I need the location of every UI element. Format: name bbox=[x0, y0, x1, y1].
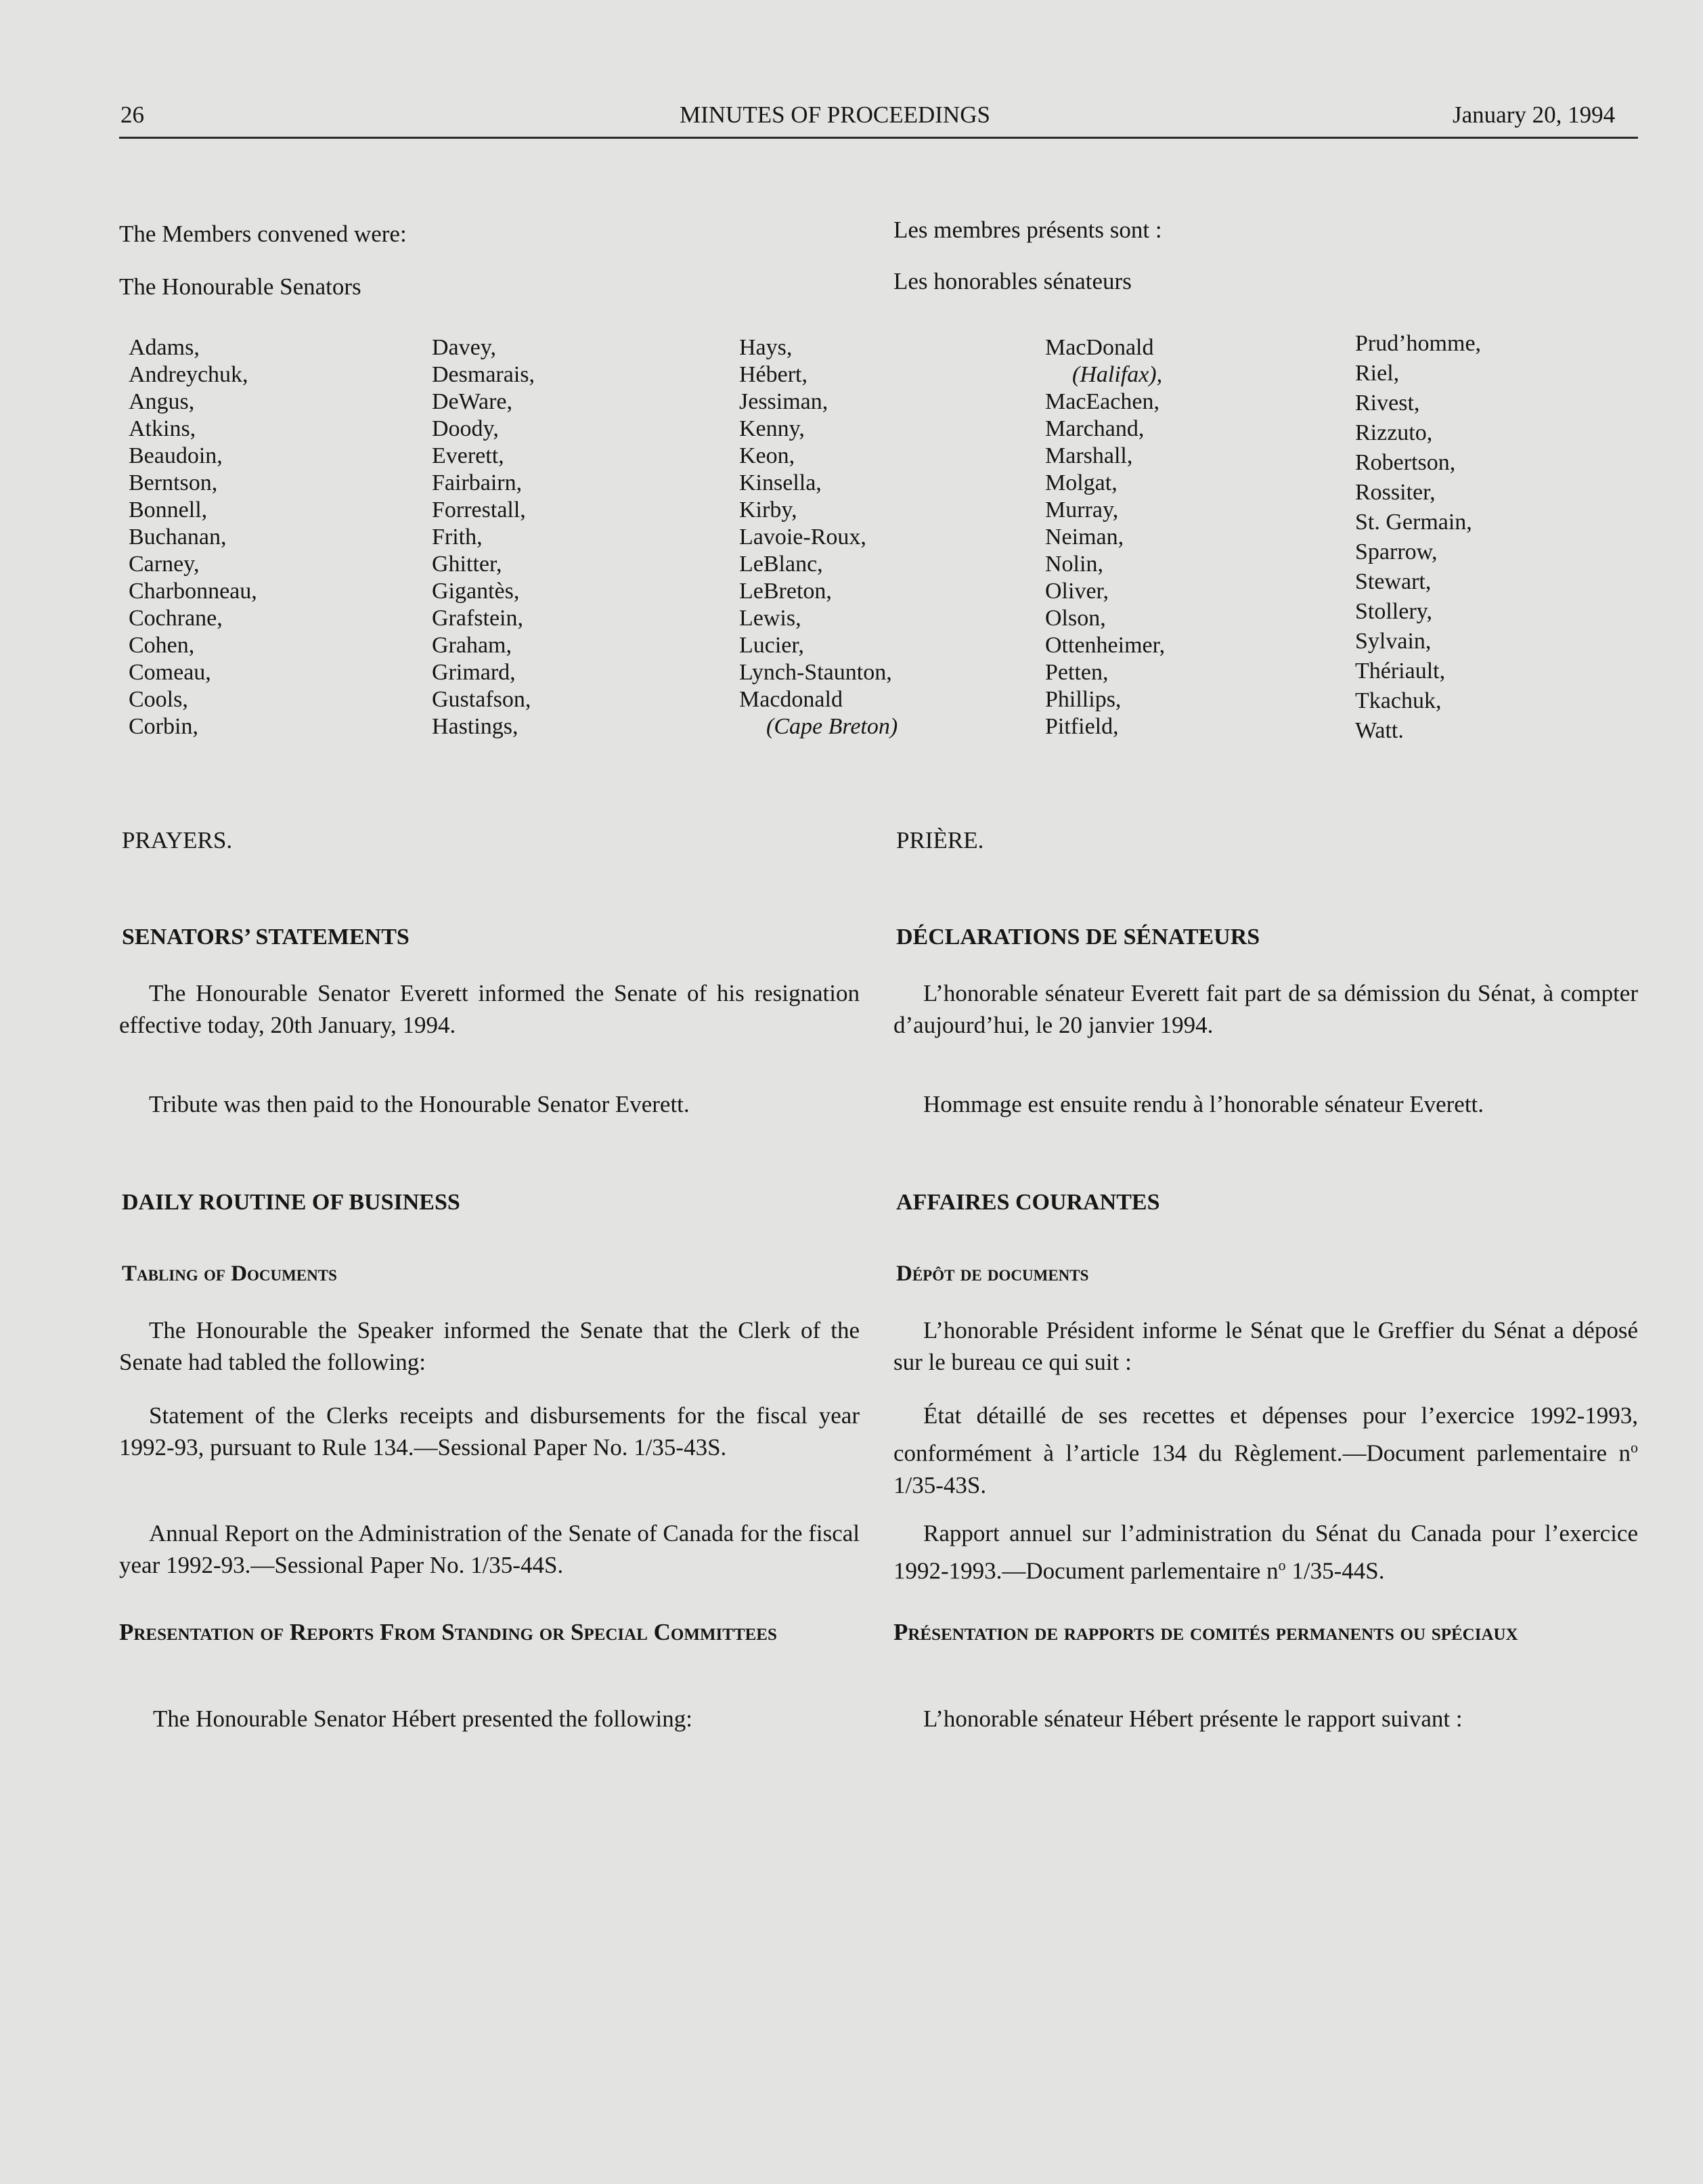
senator-name: Corbin, bbox=[129, 714, 198, 739]
section-heading-routine-fr: AFFAIRES COURANTES bbox=[896, 1190, 1160, 1215]
senator-name: Lewis, bbox=[739, 606, 801, 631]
tribute-paragraph-en: Tribute was then paid to the Honourable Senator Everett. bbox=[149, 1091, 690, 1117]
section-heading-routine-en: DAILY ROUTINE OF BUSINESS bbox=[122, 1190, 460, 1215]
senator-name: Davey, bbox=[432, 335, 497, 360]
subheading-presentation-en: Presentation of Reports From Standing or Special Committees bbox=[119, 1619, 777, 1645]
senator-name: Frith, bbox=[432, 525, 483, 550]
senator-name: Macdonald bbox=[739, 687, 843, 712]
subheading-tabling-fr: Dépôt de documents bbox=[896, 1262, 1089, 1286]
senator-name: Comeau, bbox=[129, 660, 211, 685]
senator-name: Cohen, bbox=[129, 633, 195, 658]
senator-name: Kirby, bbox=[739, 497, 797, 522]
senator-name: Ghitter, bbox=[432, 552, 502, 577]
senator-name: Gustafson, bbox=[432, 687, 531, 712]
senator-name: Hays, bbox=[739, 335, 793, 360]
senator-name: Kinsella, bbox=[739, 470, 822, 495]
senator-name: Keon, bbox=[739, 443, 795, 468]
senator-names-column-1 bbox=[129, 334, 257, 740]
senator-name: Stollery, bbox=[1355, 599, 1432, 624]
senator-name: Molgat, bbox=[1045, 470, 1118, 495]
senator-name: Prud’homme, bbox=[1355, 331, 1482, 356]
senator-name: Marshall, bbox=[1045, 443, 1133, 468]
prayers-en: PRAYERS. bbox=[122, 827, 233, 853]
senator-name: Atkins, bbox=[129, 416, 196, 441]
senator-name: Berntson, bbox=[129, 470, 218, 495]
senator-name: St. Germain, bbox=[1355, 510, 1472, 535]
header-rule bbox=[119, 137, 1638, 139]
members-convened-en: The Members convened were: bbox=[119, 221, 407, 247]
senator-name: Desmarais, bbox=[432, 362, 535, 387]
senator-name: Beaudoin, bbox=[129, 443, 223, 468]
senator-name-qualifier: (Halifax), bbox=[1072, 362, 1163, 387]
senator-name: Kenny, bbox=[739, 416, 805, 441]
senator-name: MacEachen, bbox=[1045, 389, 1159, 414]
senator-name: Jessiman, bbox=[739, 389, 828, 414]
hebert-paragraph-fr: L’honorable sénateur Hébert présente le rapport suivant : bbox=[923, 1706, 1463, 1732]
senator-name: Oliver, bbox=[1045, 579, 1109, 604]
senator-name: Sparrow, bbox=[1355, 539, 1438, 564]
statement-paragraph-fr: L’honorable sénateur Everett fait part de sa démission du Sénat, à compter d’aujourd’hui, le 20 janvier 1994. bbox=[893, 980, 1638, 1038]
clerk-statement-paragraph-en: Statement of the Clerks receipts and disbursements for the fiscal year 1992-93, pursuant to Rule 134.—Sessional Paper No. 1/35-43S. bbox=[119, 1402, 860, 1461]
senator-name: Thériault, bbox=[1355, 659, 1446, 684]
senator-name: Ottenheimer, bbox=[1045, 633, 1166, 658]
senator-name: Gigantès, bbox=[432, 579, 520, 604]
senator-name: Angus, bbox=[129, 389, 195, 414]
senator-name: MacDonald bbox=[1045, 335, 1154, 360]
senator-name: Rizzuto, bbox=[1355, 420, 1433, 445]
tribute-paragraph-fr: Hommage est ensuite rendu à l’honorable sénateur Everett. bbox=[923, 1091, 1484, 1117]
members-convened-fr: Les membres présents sont : bbox=[893, 217, 1162, 243]
senator-name: Nolin, bbox=[1045, 552, 1103, 577]
running-title: MINUTES OF PROCEEDINGS bbox=[680, 102, 990, 128]
honourable-senators-en: The Honourable Senators bbox=[119, 273, 361, 300]
hebert-paragraph-en: The Honourable Senator Hébert presented the following: bbox=[153, 1706, 692, 1732]
senator-name: Murray, bbox=[1045, 497, 1119, 522]
senator-name: Graham, bbox=[432, 633, 512, 658]
subheading-tabling-en: Tabling of Documents bbox=[122, 1262, 337, 1286]
section-heading-statements-fr: DÉCLARATIONS DE SÉNATEURS bbox=[896, 924, 1260, 950]
section-heading-statements-en: SENATORS’ STATEMENTS bbox=[122, 924, 410, 950]
header-date: January 20, 1994 bbox=[1453, 102, 1616, 128]
senator-names-column-5 bbox=[1355, 329, 1481, 746]
senator-name: Lucier, bbox=[739, 633, 804, 658]
senator-name: Fairbairn, bbox=[432, 470, 523, 495]
senator-name: Hastings, bbox=[432, 714, 518, 739]
senator-name: Phillips, bbox=[1045, 687, 1122, 712]
subheading-presentation-fr: Présentation de rapports de comités permanents ou spéciaux bbox=[893, 1619, 1518, 1645]
senator-name: Grafstein, bbox=[432, 606, 524, 631]
senator-name: Cools, bbox=[129, 687, 188, 712]
senator-name: Lavoie-Roux, bbox=[739, 525, 866, 550]
page-number: 26 bbox=[120, 102, 144, 128]
senator-name: Watt. bbox=[1355, 718, 1404, 743]
senator-name: Cochrane, bbox=[129, 606, 223, 631]
senator-name: Tkachuk, bbox=[1355, 688, 1442, 713]
statement-paragraph-en: The Honourable Senator Everett informed the Senate of his resignation effective today, 20th January, 1994. bbox=[119, 980, 860, 1038]
senator-name: Adams, bbox=[129, 335, 200, 360]
senator-names-column-4 bbox=[1045, 334, 1165, 740]
senator-name: Buchanan, bbox=[129, 525, 227, 550]
prayers-fr: PRIÈRE. bbox=[896, 827, 984, 853]
senator-name: LeBlanc, bbox=[739, 552, 823, 577]
senator-name: Doody, bbox=[432, 416, 499, 441]
senator-name: Stewart, bbox=[1355, 569, 1432, 594]
senator-name: Lynch-Staunton, bbox=[739, 660, 892, 685]
honourable-senators-fr: Les honorables sénateurs bbox=[893, 268, 1132, 294]
senator-name: Bonnell, bbox=[129, 497, 208, 522]
senator-name: Marchand, bbox=[1045, 416, 1145, 441]
senator-name: Rivest, bbox=[1355, 391, 1420, 416]
senator-name: Pitfield, bbox=[1045, 714, 1119, 739]
senator-name: Charbonneau, bbox=[129, 579, 257, 604]
senator-name: Grimard, bbox=[432, 660, 516, 685]
senator-name: Olson, bbox=[1045, 606, 1106, 631]
senator-name: Neiman, bbox=[1045, 525, 1124, 550]
speaker-paragraph-en: The Honourable the Speaker informed the Senate that the Clerk of the Senate had tabled the following: bbox=[119, 1317, 860, 1375]
senator-name: Riel, bbox=[1355, 361, 1400, 386]
senator-name: Petten, bbox=[1045, 660, 1109, 685]
senator-name: Carney, bbox=[129, 552, 200, 577]
senator-name: Hébert, bbox=[739, 362, 808, 387]
senator-name: Everett, bbox=[432, 443, 504, 468]
senator-name: Sylvain, bbox=[1355, 629, 1432, 654]
senator-name: Forrestall, bbox=[432, 497, 526, 522]
clerk-statement-paragraph-fr: État détaillé de ses recettes et dépenses pour l’exercice 1992-1993, conformément à l’article 134 du Règlement.—Document parlementaire $n^o$ 1/35-43S. bbox=[893, 1402, 1638, 1498]
senator-name: LeBreton, bbox=[739, 579, 832, 604]
senator-name: Andreychuk, bbox=[129, 362, 248, 387]
senator-name: DeWare, bbox=[432, 389, 513, 414]
senator-name-qualifier: (Cape Breton) bbox=[766, 714, 898, 739]
speaker-paragraph-fr: L’honorable Président informe le Sénat que le Greffier du Sénat a déposé sur le bureau ce qui suit : bbox=[893, 1317, 1638, 1375]
annual-report-paragraph-en: Annual Report on the Administration of the Senate of Canada for the fiscal year 1992-93.—Sessional Paper No. 1/35-44S. bbox=[119, 1520, 860, 1578]
senator-name: Robertson, bbox=[1355, 450, 1456, 475]
senator-name: Rossiter, bbox=[1355, 480, 1436, 505]
senator-names-column-3 bbox=[739, 334, 898, 740]
annual-report-paragraph-fr: Rapport annuel sur l’administration du Sénat du Canada pour l’exercice 1992-1993.—Document parlementaire $n^o$ 1/35-44S. bbox=[893, 1520, 1638, 1584]
senator-names-column-2 bbox=[432, 334, 535, 740]
